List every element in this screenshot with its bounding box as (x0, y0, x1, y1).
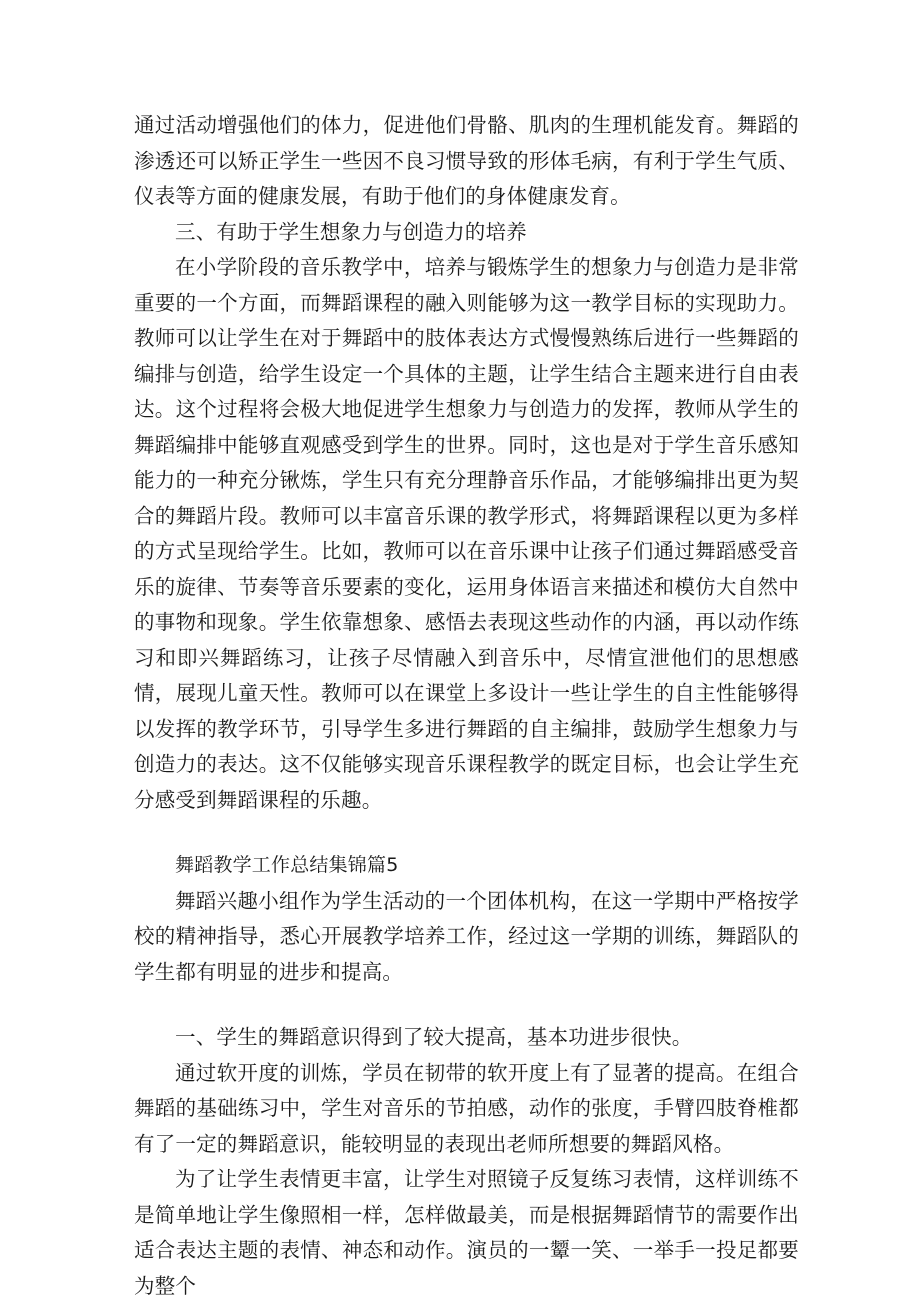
paragraph-flexibility: 通过软开度的训炼，学员在韧带的软开度上有了显著的提高。在组合舞蹈的基础练习中，学生对音乐的节拍感，动作的张度，手臂四肢脊椎都有了一定的舞蹈意识，能较明显的表现出老师所想要的舞蹈风格。 (134, 1060, 799, 1156)
paragraph-continuation: 通过活动增强他们的体力，促进他们骨骼、肌肉的生理机能发育。舞蹈的渗透还可以矫正学生一些因不良习惯导致的形体毛病，有利于学生气质、仪表等方面的健康发展，有助于他们的身体健康发育。 (134, 113, 799, 208)
paragraph-imagination: 在小学阶段的音乐教学中，培养与锻炼学生的想象力与创造力是非常重要的一个方面，而舞蹈课程的融入则能够为这一教学目标的实现助力。教师可以让学生在对于舞蹈中的肢体表达方式慢慢熟练后进行一些舞蹈的编排与创造，给学生设定一个具体的主题，让学生结合主题来进行自由表达。这个过程将会极大地促进学生想象力与创造力的发挥，教师从学生的舞蹈编排中能够直观感受到学生的世界。同时，这也是对于学生音乐感知能力的一种充分锹炼，学生只有充分理静音乐作品，才能够编排出更为契合的舞蹈片段。教师可以丰富音乐课的教学形式，将舞蹈课程以更为多样的方式呈现给学生。比如，教师可以在音乐课中让孩子们通过舞蹈感受音乐的旋律、节奏等音乐要素的变化，运用身体语言来描述和模仿大自然中的事物和现象。学生依靠想象、感悟去表现这些动作的内涵，再以动作练习和即兴舞蹈练习，让孩子尽情融入到音乐中，尽情宣泄他们的思想感情，展现儿童天性。教师可以在课堂上多设计一些让学生的自主性能够得以发挥的教学环节，引导学生多进行舞蹈的自主编排，鼓励学生想象力与创造力的表达。这不仅能够实现音乐课程教学的既定目标，也会让学生充分感受到舞蹈课程的乐趣。 (134, 255, 799, 812)
article-title: 舞蹈教学工作总结集锦篇5 (175, 854, 399, 876)
section-heading-three: 三、有助于学生想象力与创造力的培养 (175, 219, 527, 244)
section-heading-one: 一、学生的舞蹈意识得到了较大提高，基本功进步很快。 (175, 1025, 693, 1049)
paragraph-intro: 舞蹈兴趣小组作为学生活动的一个团体机构，在这一学期中严格按学校的精神指导，悉心开展教学培养工作，经过这一学期的训练，舞蹈队的学生都有明显的进步和提高。 (134, 888, 799, 984)
document-page (134, 108, 799, 1304)
paragraph-expression: 为了让学生表情更丰富，让学生对照镜子反复练习表情，这样训练不是简单地让学生像照相一样，怎样做最美，而是根据舞蹈情节的需要作出适合表达主题的表情、神态和动作。演员的一颦一笑、一举手一投足都要为整个 (134, 1167, 799, 1298)
